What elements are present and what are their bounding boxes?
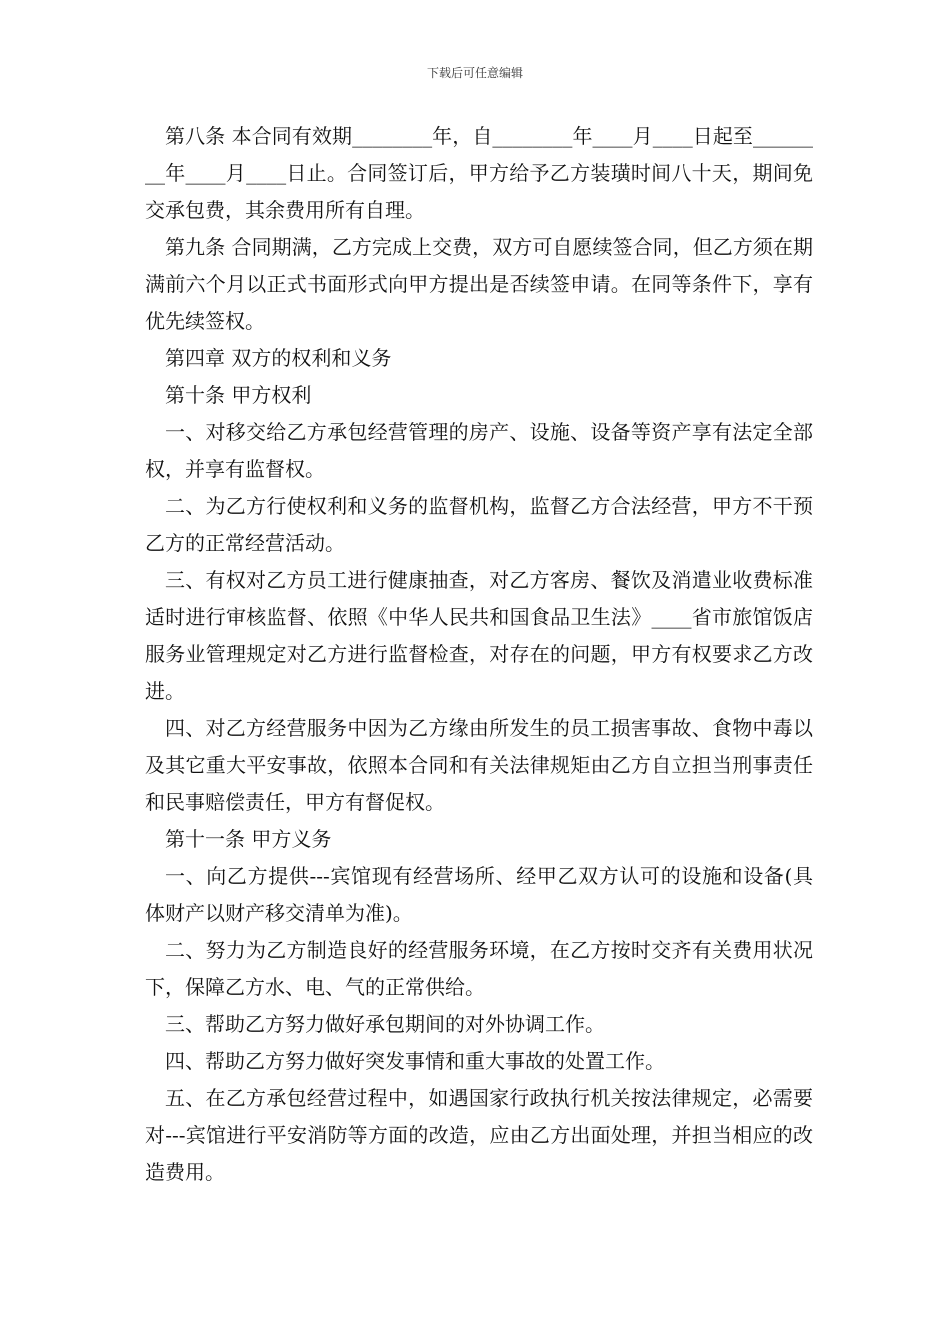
article-11-item-5: 五、在乙方承包经营过程中，如遇国家行政执行机关按法律规定，必需要对---宾馆进行平安消防等方面的改造，应由乙方出面处理，并担当相应的改造费用。 bbox=[145, 1086, 813, 1184]
article-9-paragraph: 第九条 合同期满，乙方完成上交费，双方可自愿续签合同，但乙方须在期满前六个月以正式书面形式向甲方提出是否续签申请。在同等条件下，享有优先续签权。 bbox=[145, 235, 813, 333]
page-header-note: 下载后可任意编辑 bbox=[426, 66, 523, 80]
article-11-item-1: 一、向乙方提供---宾馆现有经营场所、经甲乙双方认可的设施和设备(具体财产以财产移交清单为准)。 bbox=[145, 864, 813, 925]
article-10-item-4: 四、对乙方经营服务中因为乙方缘由所发生的员工损害事故、食物中毒以及其它重大平安事故，依照本合同和有关法律规矩由乙方自立担当刑事责任和民事赔偿责任，甲方有督促权。 bbox=[145, 716, 813, 814]
article-11-heading: 第十一条 甲方义务 bbox=[165, 827, 332, 851]
chapter-4-heading: 第四章 双方的权利和义务 bbox=[165, 346, 392, 370]
article-10-item-1: 一、对移交给乙方承包经营管理的房产、设施、设备等资产享有法定全部权，并享有监督权。 bbox=[145, 420, 813, 481]
article-11-item-2: 二、努力为乙方制造良好的经营服务环境，在乙方按时交齐有关费用状况下，保障乙方水、电、气的正常供给。 bbox=[145, 938, 813, 999]
article-11-item-3: 三、帮助乙方努力做好承包期间的对外协调工作。 bbox=[165, 1012, 605, 1036]
article-11-item-4: 四、帮助乙方努力做好突发事情和重大事故的处置工作。 bbox=[165, 1049, 665, 1073]
article-8-paragraph: 第八条 本合同有效期________年，自________年____月____日起至________年____月____日止。合同签订后，甲方给予乙方装璜时间八十天，期间免交承包费，其余费用所有自理。 bbox=[145, 124, 813, 222]
article-10-heading: 第十条 甲方权利 bbox=[165, 383, 312, 407]
article-10-item-2: 二、为乙方行使权利和义务的监督机构，监督乙方合法经营，甲方不干预乙方的正常经营活动。 bbox=[145, 494, 813, 555]
document-body bbox=[145, 118, 813, 1191]
article-10-item-3: 三、有权对乙方员工进行健康抽查，对乙方客房、餐饮及消遣业收费标准适时进行审核监督、依照《中华人民共和国食品卫生法》____省市旅馆饭店服务业管理规定对乙方进行监督检查，对存在的问题，甲方有权要求乙方改进。 bbox=[145, 568, 813, 703]
